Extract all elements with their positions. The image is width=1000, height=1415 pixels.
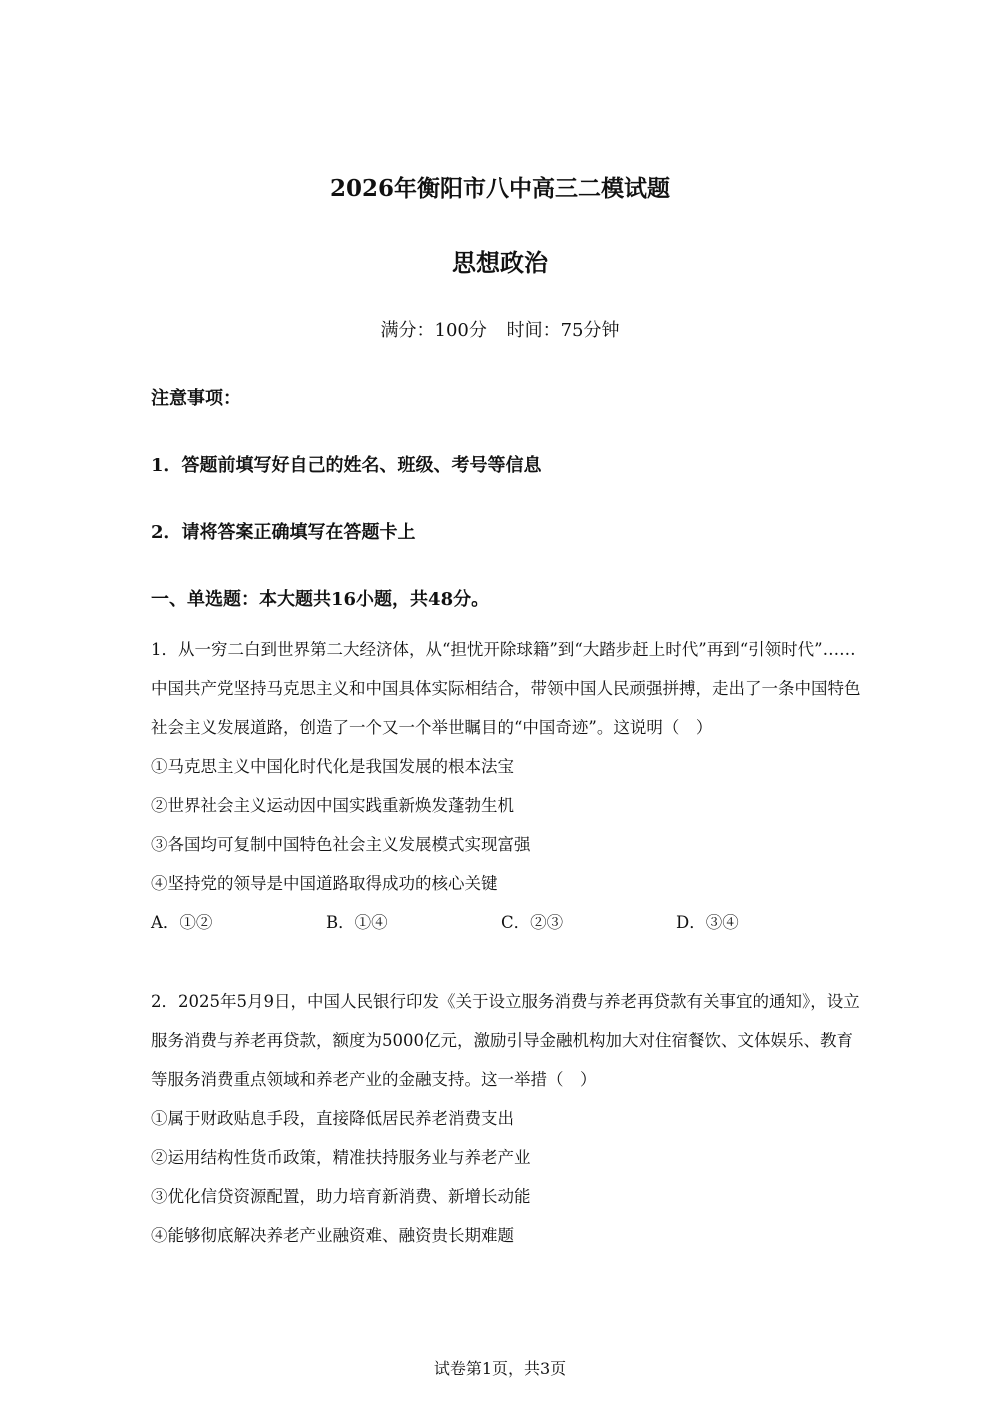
exam-title: 2026年衡阳市八中高三二模试题: [329, 175, 670, 202]
notice-item: 1．答题前填写好自己的姓名、班级、考号等信息: [151, 455, 542, 476]
exam-time: 时间：75分钟: [506, 320, 620, 341]
statement-item: ①马克思主义中国化时代化是我国发展的根本法宝: [151, 757, 514, 776]
answer-choices: [151, 903, 863, 942]
notice-heading: 注意事项：: [151, 388, 241, 409]
choice-c: C．②③: [501, 913, 564, 932]
page-footer: 试卷第1页，共3页: [433, 1359, 567, 1378]
statement-item: ③优化信贷资源配置，助力培育新消费、新增长动能: [151, 1187, 531, 1206]
choice-a: A．①②: [151, 913, 213, 932]
choice-b: B．①④: [326, 913, 388, 932]
statement-item: ③各国均可复制中国特色社会主义发展模式实现富强: [151, 835, 531, 854]
notice-item: 2．请将答案正确填写在答题卡上: [151, 522, 416, 543]
question-stem: 2．2025年5月9日，中国人民银行印发《关于设立服务消费与养老再贷款有关事宜的通知》，设立服务消费与养老再贷款，额度为5000亿元，激励引导金融机构加大对住宿餐饮、文体娱乐、教育等服务消费重点领域和养老产业的金融支持。这一举措（ ）: [151, 992, 860, 1089]
full-score: 满分：100分: [380, 320, 487, 341]
question-1: [151, 630, 863, 942]
choice-d: D．③④: [676, 913, 739, 932]
statement-item: ②运用结构性货币政策，精准扶持服务业与养老产业: [151, 1148, 531, 1167]
question-stem: 1．从一穷二白到世界第二大经济体，从“担忧开除球籍”到“大踏步赶上时代”再到“引领时代”……中国共产党坚持马克思主义和中国具体实际相结合，带领中国人民顽强拼搏，走出了一条中国特色社会主义发展道路，创造了一个又一个举世瞩目的“中国奇迹”。这说明（ ）: [151, 640, 861, 737]
section-heading: 一、单选题：本大题共16小题，共48分。: [151, 589, 490, 610]
statement-item: ④能够彻底解决养老产业融资难、融资贵长期难题: [151, 1226, 514, 1245]
exam-meta: [0, 316, 1000, 342]
question-2: [151, 982, 863, 1255]
statement-item: ②世界社会主义运动因中国实践重新焕发蓬勃生机: [151, 796, 514, 815]
statement-item: ④坚持党的领导是中国道路取得成功的核心关键: [151, 874, 498, 893]
subject-title: 思想政治: [452, 248, 548, 277]
statement-item: ①属于财政贴息手段，直接降低居民养老消费支出: [151, 1109, 514, 1128]
